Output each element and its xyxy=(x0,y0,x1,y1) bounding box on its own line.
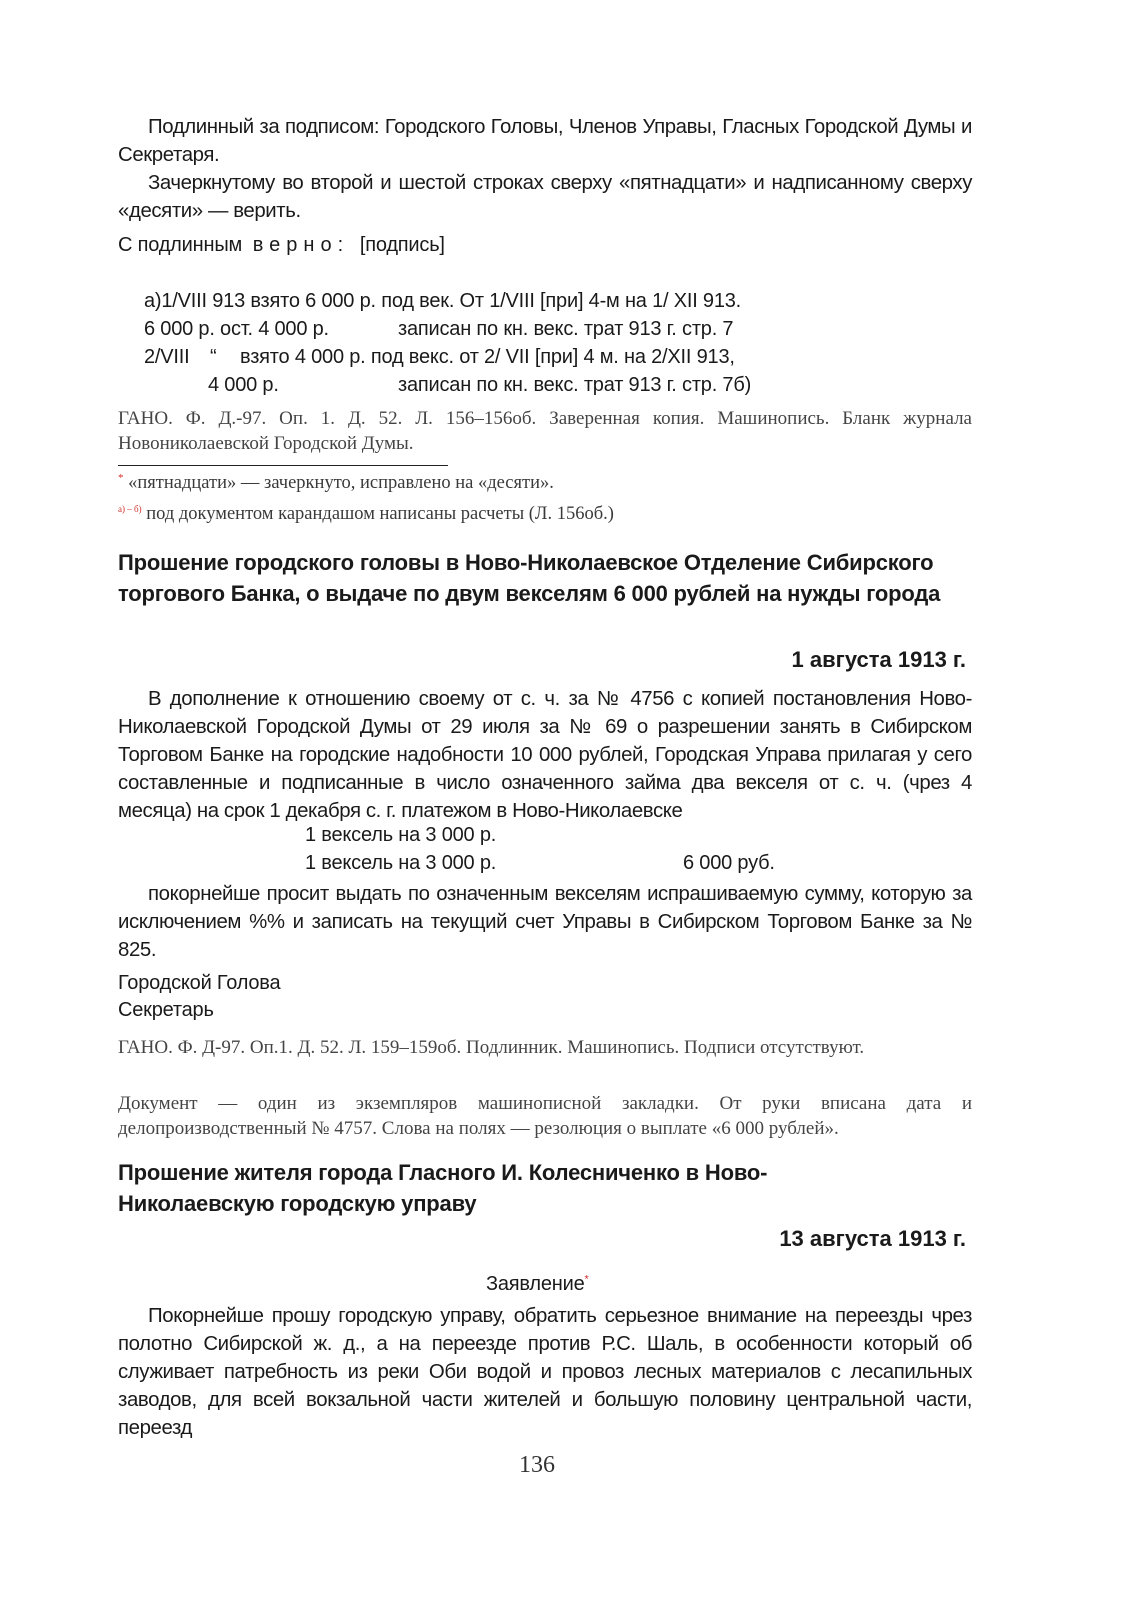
calc-row-2a: 6 000 р. ост. 4 000 р. xyxy=(144,318,329,340)
calc-row-4b: записан по кн. векс. трат 913 г. стр. 7б) xyxy=(398,374,752,396)
calc-row-1: а)1/VIII 913 взято 6 000 р. под век. От 1/VIII [при] 4-м на 1/ XII 913. xyxy=(144,290,742,312)
doc2-bill-1: 1 вексель на 3 000 р. xyxy=(305,824,497,846)
doc3-heading: Заявление* xyxy=(486,1273,589,1295)
doc3-paragraph-1: Покорнейше прошу городскую управу, обратить серьезное внимание на переезды чрез полотно Сибирской ж. д., а на переезде против Р.С. Шаль, в особенности который об служивает патребность из реки Оби водой и провоз лесных материалов с лесапильных заводов, для всей вокзальной части жителей и большую половину центральной части, переезд xyxy=(118,1305,972,1439)
doc2-signature-secretary: Секретарь xyxy=(118,999,214,1021)
archive-source-1: ГАНО. Ф. Д.-97. Оп. 1. Д. 52. Л. 156–156об. Заверенная копия. Машинопись. Бланк журнала Новониколаевской Городской Думы. xyxy=(118,408,972,454)
calc-row-3q: “ xyxy=(210,346,217,368)
calc-row-4a: 4 000 р. xyxy=(208,374,279,396)
calc-row-3a: 2/VIII xyxy=(144,346,190,368)
calc-row-3b: взято 4 000 р. под векс. от 2/ VII [при] 4 м. на 2/XII 913, xyxy=(240,346,735,368)
doc2-bill-2: 1 вексель на 3 000 р. xyxy=(305,852,497,874)
doc2-note: Документ — один из экземпляров машинописной закладки. От руки вписана дата и делопроизводственный № 4757. Слова на полях — резолюция о выплате «6 000 рублей». xyxy=(118,1093,972,1139)
footnote-rule xyxy=(118,465,448,466)
doc2-paragraph-2: покорнейше просит выдать по означенным векселям испрашиваемую сумму, которую за исключением %% и записать на текущий счет Управы в Сибирском Торговом Банке за № 825. xyxy=(118,883,972,961)
verified-line: С подлинным верно: [подпись] xyxy=(118,234,445,256)
original-note: Подлинный за подписом: Городского Головы, Членов Управы, Гласных Городской Думы и Секретаря. xyxy=(118,116,972,166)
doc2-total: 6 000 руб. xyxy=(683,852,775,874)
footnote-2: $^{а) - б)}$ под документом карандашом написаны расчеты (Л. 156об.) xyxy=(118,504,614,525)
doc2-date: 1 августа 1913 г. xyxy=(791,647,966,672)
doc2-signature-head: Городской Голова xyxy=(118,972,281,994)
calc-row-2b: записан по кн. векс. трат 913 г. стр. 7 xyxy=(398,318,734,340)
correction-note: Зачеркнутому во второй и шестой строках сверху «пятнадцати» и надписанному сверху «десяти» — верить. xyxy=(118,172,972,222)
doc3-date: 13 августа 1913 г. xyxy=(779,1226,966,1251)
doc2-archive-source: ГАНО. Ф. Д-97. Оп.1. Д. 52. Л. 159–159об. Подлинник. Машинопись. Подписи отсутствуют. xyxy=(118,1037,865,1058)
footnote-1: * «пятнадцати» — зачеркнуто, исправлено на «десяти». xyxy=(118,472,554,494)
doc3-title: Прошение жителя города Гласного И. Колесниченко в Ново-Николаевскую городскую управу xyxy=(118,1160,768,1216)
page-number: 136 xyxy=(519,1452,555,1478)
doc2-title: Прошение городского головы в Ново-Николаевское Отделение Сибирского торгового Банка, о выдаче по двум векселям 6 000 рублей на нужды города xyxy=(118,550,941,606)
doc2-paragraph-1: В дополнение к отношению своему от с. ч. за № 4756 с копией постановления Ново-Николаевской Городской Думы от 29 июля за № 69 о разрешении занять в Сибирском Торговом Банке на городские надобности 10 000 рублей, Городская Управа прилагая у сего составленные и подписанные в число означенного займа два векселя от с. ч. (чрез 4 месяца) на срок 1 декабря с. г. платежом в Ново-Николаевске xyxy=(118,688,972,822)
